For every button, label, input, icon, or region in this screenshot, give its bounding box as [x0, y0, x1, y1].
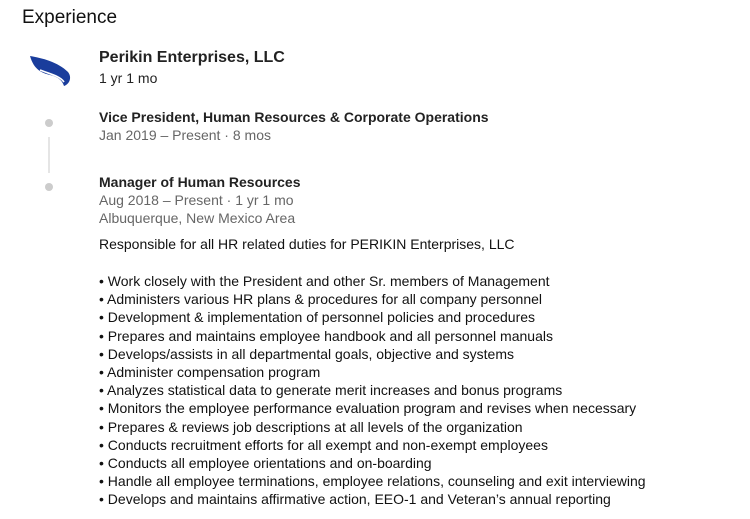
bullet-item: • Conducts all employee orientations and on-boarding — [99, 455, 432, 472]
timeline-dot — [45, 119, 53, 127]
role-bullets — [99, 272, 646, 509]
bullet-item: • Administers various HR plans & procedures for all company personnel — [99, 291, 542, 308]
bullet-item: • Analyzes statistical data to generate merit increases and bonus programs — [99, 382, 563, 399]
role-summary: Responsible for all HR related duties for PERIKIN Enterprises, LLC — [99, 236, 515, 252]
timeline-dot — [45, 183, 53, 191]
bullet-item: • Prepares & reviews job descriptions at all levels of the organization — [99, 418, 523, 435]
timeline-line — [48, 137, 50, 173]
bullet-item: • Development & implementation of personnel policies and procedures — [99, 309, 536, 326]
company-name[interactable]: Perikin Enterprises, LLC — [99, 49, 285, 66]
role-dates: Jan 2019 – Present · 8 mos — [99, 127, 271, 143]
bullet-item: • Handle all employee terminations, employee relations, counseling and exit interviewing — [99, 473, 646, 490]
role-title[interactable]: Vice President, Human Resources & Corporate Operations — [99, 109, 489, 125]
bullet-item: • Develops/assists in all departmental goals, objective and systems — [99, 345, 514, 362]
company-duration: 1 yr 1 mo — [99, 70, 158, 86]
bullet-item: • Monitors the employee performance evaluation program and revises when necessary — [99, 400, 637, 417]
role-dates: Aug 2018 – Present · 1 yr 1 mo — [99, 192, 294, 208]
bullet-item: • Conducts recruitment efforts for all exempt and non-exempt employees — [99, 436, 548, 453]
section-title: Experience — [22, 7, 118, 28]
company-logo[interactable] — [28, 52, 72, 88]
bullet-item: • Prepares and maintains employee handbook and all personnel manuals — [99, 327, 553, 344]
role-location: Albuquerque, New Mexico Area — [99, 210, 296, 226]
bullet-item: • Develops and maintains affirmative action, EEO-1 and Veteran’s annual reporting — [99, 491, 611, 508]
role-title[interactable]: Manager of Human Resources — [99, 174, 301, 190]
bullet-item: • Administer compensation program — [99, 364, 321, 381]
bullet-item: • Work closely with the President and other Sr. members of Management — [99, 273, 550, 289]
